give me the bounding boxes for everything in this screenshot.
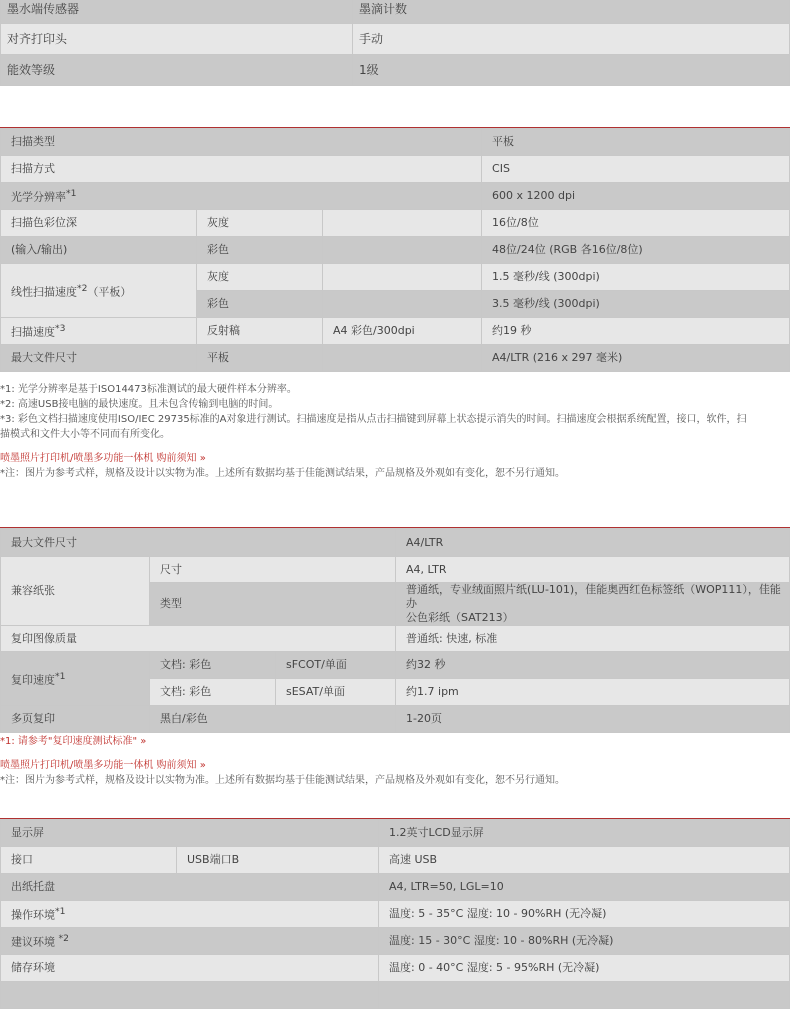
table-row — [1, 626, 790, 652]
spec-value: 墨滴计数 — [353, 0, 790, 24]
spec-value: 3.5 毫秒/线 (300dpi) — [482, 291, 790, 318]
spec-cell — [323, 264, 482, 291]
spec-value: 约19 秒 — [482, 318, 790, 345]
spec-cell — [323, 291, 482, 318]
value-line: 普通纸，专业绒面照片纸(LU-101)，佳能奥西红色标签纸（WOP111），佳能办 — [406, 583, 781, 610]
spec-label: 出纸托盘 — [1, 874, 379, 901]
spec-label: 扫描色彩位深 — [1, 210, 197, 237]
table-row — [1, 345, 790, 372]
spec-sublabel: A4 彩色/300dpi — [323, 318, 482, 345]
spec-value: 普通纸: 快速, 标准 — [396, 626, 790, 652]
footnote-mark: *3 — [55, 323, 66, 335]
spec-sublabel: 灰度 — [197, 264, 323, 291]
table-row — [1, 183, 790, 210]
spec-sublabel: 文档: 彩色 — [150, 652, 276, 679]
purchase-notice-link[interactable]: 喷墨照片打印机/喷墨多功能一体机 购前须知 » — [0, 760, 206, 771]
spec-value: A4, LTR=50, LGL=10 — [379, 874, 790, 901]
spec-sublabel: 文档: 彩色 — [150, 679, 276, 706]
spec-label — [1, 318, 197, 345]
table-row — [1, 264, 790, 291]
table-row — [1, 955, 790, 982]
spec-value: A4/LTR — [396, 529, 790, 557]
table-row — [1, 874, 790, 901]
label-text: 操作环境 — [11, 908, 55, 922]
spec-label — [1, 183, 482, 210]
table-row — [1, 318, 790, 345]
disclaimer: *注：图片为参考式样，规格及设计以实物为准。上述所有数据均基于佳能测试结果，产品规格及外观如有变化，恕不另行通知。 — [0, 775, 565, 786]
spec-value: 温度: 5 - 35°C 湿度: 10 - 90%RH (无冷凝) — [379, 901, 790, 928]
spec-sublabel: 类型 — [150, 583, 396, 626]
copy-speed-standard-link[interactable]: *1: 请参考"复印速度测试标准" » — [0, 736, 147, 747]
spec-sublabel: 彩色 — [197, 237, 323, 264]
footnote: 描模式和文件大小等不同而有所变化。 — [0, 429, 170, 440]
spec-value — [396, 583, 790, 626]
table-row — [1, 156, 790, 183]
spec-label — [1, 928, 379, 955]
spec-sublabel: USB端口B — [177, 847, 379, 874]
footnote-mark: *2 — [58, 933, 69, 945]
spec-table-general — [0, 819, 790, 1009]
table-row — [1, 0, 790, 24]
footnote: *2: 高速USB接电脑的最快速度。且未包含传输到电脑的时间。 — [0, 399, 279, 410]
spec-value: 平板 — [482, 129, 790, 156]
spec-value: 温度: 0 - 40°C 湿度: 5 - 95%RH (无冷凝) — [379, 955, 790, 982]
spec-label: 兼容纸张 — [1, 557, 150, 626]
spec-label: 最大文件尺寸 — [1, 529, 396, 557]
disclaimer: *注：图片为参考式样，规格及设计以实物为准。上述所有数据均基于佳能测试结果，产品规格及外观如有变化，恕不另行通知。 — [0, 468, 565, 479]
table-row — [1, 529, 790, 557]
spec-sublabel: sESAT/单面 — [276, 679, 396, 706]
spec-label: (输入/输出) — [1, 237, 197, 264]
spec-label — [1, 264, 197, 318]
label-text: 扫描速度 — [11, 325, 55, 339]
spec-value — [379, 982, 790, 1009]
spec-value: A4/LTR (216 x 297 毫米) — [482, 345, 790, 372]
spec-value: 手动 — [353, 24, 790, 55]
table-row — [1, 24, 790, 55]
spec-label — [1, 982, 379, 1009]
spec-table-scanner — [0, 128, 790, 372]
spec-sublabel: sFCOT/单面 — [276, 652, 396, 679]
footnote-mark: *1 — [55, 670, 66, 682]
spec-table-printer — [0, 0, 790, 86]
spec-value: 1级 — [353, 55, 790, 86]
table-row — [1, 820, 790, 847]
spec-label: 扫描类型 — [1, 129, 482, 156]
spec-cell — [323, 237, 482, 264]
table-row — [1, 237, 790, 264]
spec-value: CIS — [482, 156, 790, 183]
label-text: 线性扫描速度 — [11, 285, 77, 299]
table-row — [1, 706, 790, 733]
spec-label: 显示屏 — [1, 820, 379, 847]
purchase-notice-link[interactable]: 喷墨照片打印机/喷墨多功能一体机 购前须知 » — [0, 453, 206, 464]
spec-value: 约1.7 ipm — [396, 679, 790, 706]
spec-value: 温度: 15 - 30°C 湿度: 10 - 80%RH (无冷凝) — [379, 928, 790, 955]
spec-sublabel: 灰度 — [197, 210, 323, 237]
label-text: 复印速度 — [11, 673, 55, 687]
spec-label: 复印图像质量 — [1, 626, 396, 652]
spec-label: 对齐打印头 — [1, 24, 353, 55]
spec-label: 墨水端传感器 — [1, 0, 353, 24]
spec-value: 约32 秒 — [396, 652, 790, 679]
spec-label: 能效等级 — [1, 55, 353, 86]
table-row — [1, 928, 790, 955]
table-row — [1, 210, 790, 237]
spec-value: 48位/24位 (RGB 各16位/8位) — [482, 237, 790, 264]
spec-value: 1-20页 — [396, 706, 790, 733]
table-row — [1, 652, 790, 679]
spec-value: A4, LTR — [396, 557, 790, 583]
spec-label — [1, 652, 150, 706]
label-text: 建议环境 — [11, 935, 59, 949]
table-row — [1, 847, 790, 874]
label-text: 光学分辨率 — [11, 190, 66, 204]
spec-label — [1, 901, 379, 928]
table-row — [1, 129, 790, 156]
spec-value: 16位/8位 — [482, 210, 790, 237]
footnote: *1: 光学分辨率是基于ISO14473标准测试的最大硬件样本分辨率。 — [0, 384, 297, 395]
spec-value: 1.2英寸LCD显示屏 — [379, 820, 790, 847]
spec-label: 扫描方式 — [1, 156, 482, 183]
spec-value: 1.5 毫秒/线 (300dpi) — [482, 264, 790, 291]
spec-label: 储存环境 — [1, 955, 379, 982]
spec-label: 接口 — [1, 847, 177, 874]
spec-value: 高速 USB — [379, 847, 790, 874]
table-row — [1, 901, 790, 928]
spec-sublabel: 尺寸 — [150, 557, 396, 583]
spec-sublabel: 彩色 — [197, 291, 323, 318]
table-row — [1, 55, 790, 86]
spec-label: 多页复印 — [1, 706, 150, 733]
table-row — [1, 982, 790, 1009]
value-line: 公色彩纸（SAT213） — [406, 611, 514, 624]
label-suffix: （平板） — [87, 285, 132, 299]
spec-value: 600 x 1200 dpi — [482, 183, 790, 210]
spec-table-copier — [0, 528, 790, 733]
table-row — [1, 557, 790, 583]
spec-label: 最大文件尺寸 — [1, 345, 197, 372]
spec-sublabel: 反射稿 — [197, 318, 323, 345]
footnote: *3: 彩色文档扫描速度使用ISO/IEC 29735标准的A对象进行测试。扫描速度是指从点击扫描键到屏幕上状态提示消失的时间。扫描速度会根据系统配置，接口，软件，扫 — [0, 414, 747, 425]
spec-sublabel: 平板 — [197, 345, 323, 372]
footnote-mark: *2 — [77, 282, 88, 294]
spec-sublabel: 黑白/彩色 — [150, 706, 396, 733]
footnote-mark: *1 — [55, 906, 66, 918]
footnote-mark: *1 — [66, 188, 77, 200]
spec-cell — [323, 345, 482, 372]
spec-cell — [323, 210, 482, 237]
